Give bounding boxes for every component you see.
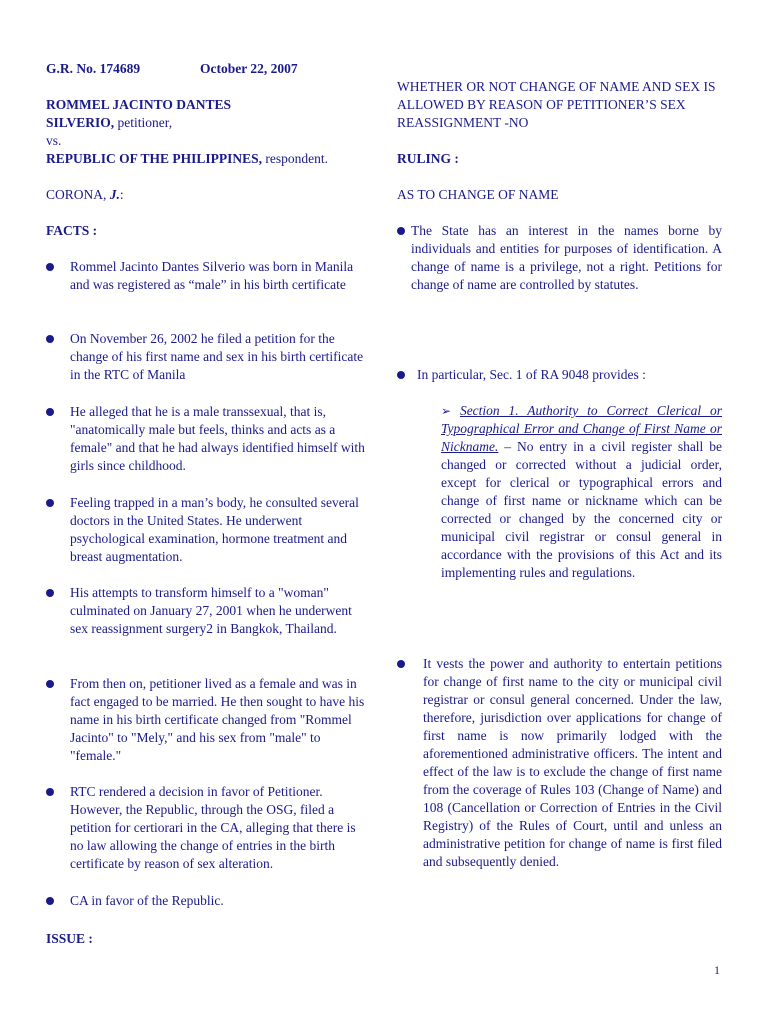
ponente <box>46 186 124 204</box>
section-paragraph <box>441 402 722 582</box>
bullet-icon <box>46 897 54 905</box>
petitioner-block <box>46 96 376 168</box>
fact-text: On November 26, 2002 he filed a petition for the change of his first name and sex in his birth certificate in the RTC of Manila <box>70 331 364 382</box>
fact-text: Rommel Jacinto Dantes Silverio was born in Manila and was registered as “male” in his birth certificate <box>70 259 354 292</box>
respondent-role: respondent. <box>262 151 329 166</box>
facts-heading: FACTS : <box>46 223 98 238</box>
fact-text: He alleged that he is a male transsexual, that is, "anatomically male but feels, thinks and acts as a female" and that he had always identified himself with girls since childhood. <box>70 404 365 473</box>
issue-heading: ISSUE : <box>46 931 93 946</box>
arrow-bullet-icon: ➢ <box>441 404 452 418</box>
fact-text: From then on, petitioner lived as a female and was in fact engaged to be married. He then sought to have his name in his birth certificate changed from "Rommel Jacinto" to "Mely," and his sex from "male" to "female." <box>70 676 365 763</box>
bullet-icon <box>46 680 54 688</box>
section-quote <box>441 402 722 582</box>
section-body: – No entry in a civil register shall be changed or corrected without a judicial order, except for clerical or typographical errors and change of first name or nickname which can be corrected or changed by the concerned city or municipal civil registrar or consul general in accordance with the provisions of this Act and its implementing rules and regulations. <box>441 439 722 580</box>
issue-text: WHETHER OR NOT CHANGE OF NAME AND SEX IS ALLOWED BY REASON OF PETITIONER’S SEX REASSIGNMENT -NO <box>397 79 716 130</box>
ponente-colon: : <box>119 187 124 202</box>
bullet-icon <box>46 263 54 271</box>
section-title: Section 1. Authority to Correct Clerical or Typographical Error and Change of First Name or Nickname. <box>441 403 723 454</box>
decision-date: October 22, 2007 <box>200 61 298 76</box>
bullet-icon <box>46 788 54 796</box>
bullet-icon <box>397 227 405 235</box>
fact-text: His attempts to transform himself to a "woman" culminated on January 27, 2001 when he underwent sex reassignment surgery2 in Bangkok, Thailand. <box>70 585 352 636</box>
gr-number: G.R. No. 174689 <box>46 61 141 76</box>
petitioner-name-surname: SILVERIO, <box>46 115 115 130</box>
bullet-icon <box>397 371 405 379</box>
bullet-icon <box>397 660 405 668</box>
ponente-name: CORONA, <box>46 187 110 202</box>
respondent-line <box>46 150 376 168</box>
ponente-suffix: J. <box>109 187 120 202</box>
bullet-icon <box>46 499 54 507</box>
ruling-text: It vests the power and authority to entertain petitions for change of first name to the city or municipal civil registrar or consul general concerned. Under the law, therefore, jurisdiction over applications for change of first name is now primarily lodged with the aforementioned administrative officers. The intent and effect of the law is to exclude the change of first name from the coverage of Rules 103 (Change of Name) and 108 (Cancellation or Correction of Entries in the Civil Registry) of the Rules of Court, until and unless an administrative petition for change of name is first filed and subsequently denied. <box>423 656 722 869</box>
fact-text: CA in favor of the Republic. <box>70 893 224 908</box>
ruling-text: In particular, Sec. 1 of RA 9048 provides : <box>417 367 646 382</box>
respondent-name: REPUBLIC OF THE PHILIPPINES, <box>46 151 263 166</box>
petitioner-name-line1: ROMMEL JACINTO DANTES <box>46 97 232 112</box>
page-number: 1 <box>714 963 720 977</box>
bullet-icon <box>46 335 54 343</box>
bullet-icon <box>46 408 54 416</box>
bullet-icon <box>46 589 54 597</box>
fact-text: Feeling trapped in a man’s body, he consulted several doctors in the United States. He underwent psychological examination, hormone treatment and breast augmentation. <box>70 495 359 564</box>
ruling-subheading: AS TO CHANGE OF NAME <box>397 187 559 202</box>
ruling-heading: RULING : <box>397 151 459 166</box>
versus: vs. <box>46 133 62 148</box>
fact-text: RTC rendered a decision in favor of Petitioner. However, the Republic, through the OSG, filed a petition for certiorari in the CA, alleging that there is no law allowing the change of entries in the birth certificate by reason of sex alteration. <box>70 784 356 871</box>
ruling-text: The State has an interest in the names borne by individuals and entities for purposes of identification. A change of name is a privilege, not a right. Petitions for change of name are controlled by statutes. <box>411 223 722 292</box>
petitioner-name-line2 <box>46 114 376 132</box>
petitioner-role: petitioner, <box>114 115 173 130</box>
